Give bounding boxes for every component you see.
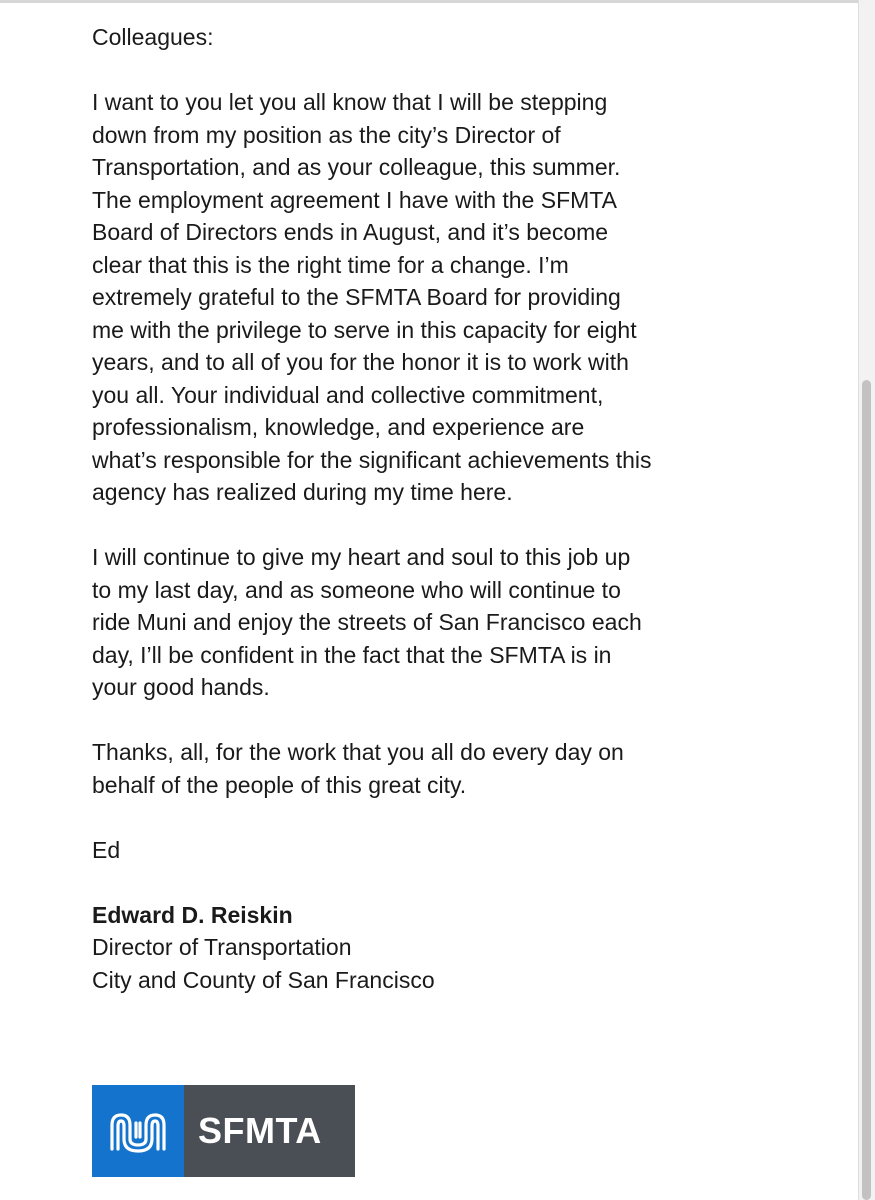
- email-paragraph-2: I will continue to give my heart and soul to this job up to my last day, and as someone who will continue to ride Muni and enjoy the streets of San Francisco each day, I’ll be confident in the fact that the SFMTA is in your good hands.: [92, 544, 642, 700]
- logo-wordmark: SFMTA: [184, 1085, 355, 1177]
- email-body: [92, 21, 652, 996]
- top-divider: [0, 0, 858, 3]
- email-signoff: Ed: [92, 836, 121, 863]
- signature-title: Director of Transportation: [92, 934, 352, 960]
- email-paragraph-1: I want to you let you all know that I will be stepping down from my position as the city’s Director of Transportation, and as your colleague, this summer. The employment agreement I have with the SFMTA Board of Directors ends in August, and it’s become clear that this is the right time for a change. I’m extremely grateful to the SFMTA Board for providing me with the privilege to serve in this capacity for eight years, and to all of you for the honor it is to work with you all. Your individual and collective commitment, professionalism, knowledge, and experience are what’s responsible for the significant achievements this agency has realized during my time here.: [92, 89, 652, 505]
- signature-organization: City and County of San Francisco: [92, 966, 435, 993]
- signature-block: [92, 899, 652, 997]
- sfmta-logo: [92, 1085, 355, 1177]
- scrollbar-thumb[interactable]: [862, 380, 871, 1200]
- signature-name: Edward D. Reiskin: [92, 901, 293, 928]
- email-paragraph-3: Thanks, all, for the work that you all do every day on behalf of the people of this great city.: [92, 739, 624, 798]
- muni-worm-icon: [92, 1085, 184, 1177]
- email-greeting: Colleagues:: [92, 24, 214, 50]
